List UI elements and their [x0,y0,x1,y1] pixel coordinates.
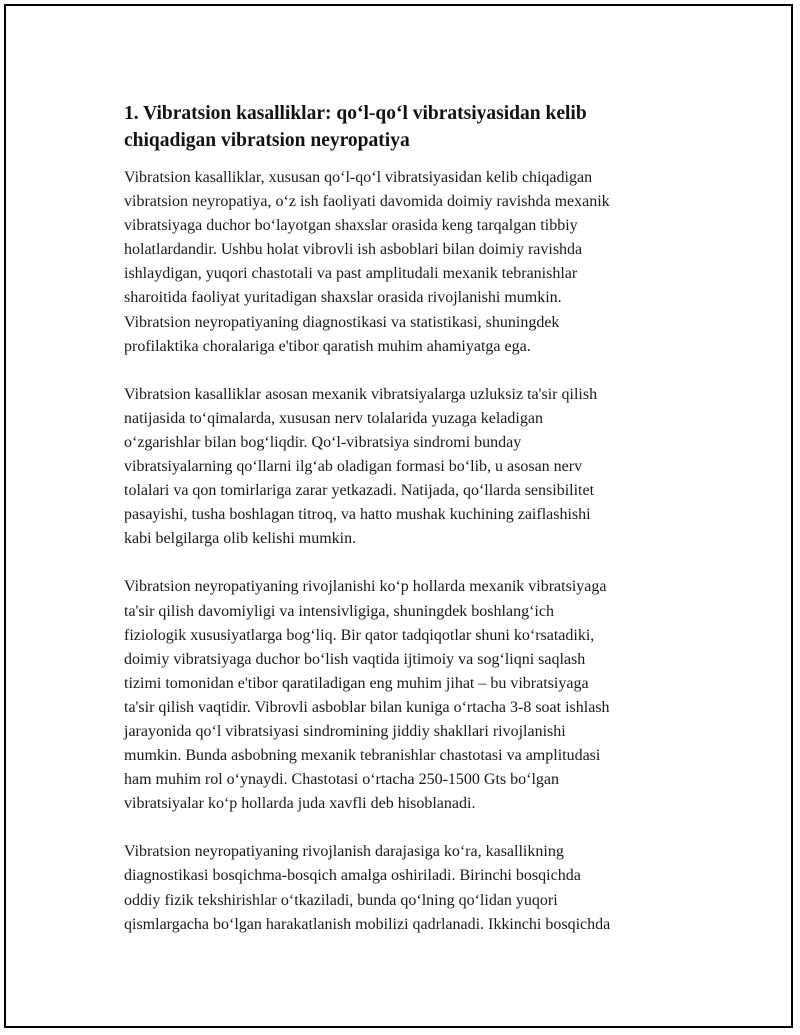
text-line: tolalari va qon tomirlariga zarar yetkazadi. Natijada, qo‘llarda sensibilitet [124,482,595,500]
text-line: ta'sir qilish vaqtidir. Vibrovli asboblar bilan kuniga o‘rtacha 3-8 soat ishlash [124,698,610,716]
text-line: jarayonida qo‘l vibratsiyasi sindromining jiddiy shakllari rivojlanishi [124,722,566,740]
document-body [124,100,694,961]
text-line: kabi belgilarga olib kelishi mumkin. [124,530,357,548]
page-frame [4,4,793,1028]
text-line: diagnostikasi bosqichma-bosqich amalga oshiriladi. Birinchi bosqichda [124,867,581,885]
text-line: sharoitida faoliyat yuritadigan shaxslar orasida rivojlanishi mumkin. [124,289,562,307]
text-line: oddiy fizik tekshirishlar o‘tkaziladi, bunda qo‘lning qo‘lidan yuqori [124,891,558,909]
text-line: vibratsion neyropatiya, o‘z ish faoliyati davomida doimiy ravishda mexanik [124,193,610,211]
paragraph-3 [124,575,694,816]
text-line: natijasida to‘qimalarda, xususan nerv tolalarida yuzaga keladigan [124,409,543,427]
text-line: tizimi tomonidan e'tibor qaratiladigan eng muhim jihat – bu vibratsiyaga [124,674,589,692]
paragraph-4 [124,840,694,936]
text-line: vibratsiyalar ko‘p hollarda juda xavfli deb hisoblanadi. [124,795,476,813]
text-line: ham muhim rol o‘ynaydi. Chastotasi o‘rtacha 250-1500 Gts bo‘lgan [124,771,560,789]
text-line: doimiy vibratsiyaga duchor bo‘lish vaqtida ijtimoiy va sog‘liqni saqlash [124,650,586,668]
text-line: Vibratsion neyropatiyaning rivojlanish darajasiga ko‘ra, kasallikning [124,843,564,861]
text-line: profilaktika choralariga e'tibor qaratish muhim ahamiyatga ega. [124,337,531,355]
title-line: 1. Vibratsion kasalliklar: qo‘l-qo‘l vibratsiyasidan kelib [124,103,587,124]
text-line: Vibratsion kasalliklar, xususan qo‘l-qo‘l vibratsiyasidan kelib chiqadigan [124,169,593,186]
paragraph-1 [124,166,694,359]
text-line: ishlaydigan, yuqori chastotali va past amplitudali mexanik tebranishlar [124,265,578,283]
text-line: fiziologik xususiyatlarga bog‘liq. Bir qator tadqiqotlar shuni ko‘rsatadiki, [124,626,595,644]
text-line: qismlargacha bo‘lgan harakatlanish mobilizi qadrlanadi. Ikkinchi bosqichda [124,915,611,933]
text-line: holatlardandir. Ushbu holat vibrovli ish asboblari bilan doimiy ravishda [124,241,583,259]
text-line: Vibratsion neyropatiyaning diagnostikasi va statistikasi, shuningdek [124,313,560,331]
text-line: mumkin. Bunda asbobning mexanik tebranishlar chastotasi va amplitudasi [124,747,601,765]
text-line: ta'sir qilish davomiyligi va intensivligiga, shuningdek boshlang‘ich [124,602,554,620]
text-line: pasayishi, tusha boshlagan titroq, va hatto mushak kuchining zaiflashishi [124,506,591,524]
text-line: Vibratsion neyropatiyaning rivojlanishi ko‘p hollarda mexanik vibratsiyaga [124,578,607,596]
text-line: o‘zgarishlar bilan bog‘liqdir. Qo‘l-vibratsiya sindromi bunday [124,433,522,451]
text-line: Vibratsion kasalliklar asosan mexanik vibratsiyalarga uzluksiz ta'sir qilish [124,385,598,403]
title-line: chiqadigan vibratsion neyropatiya [124,130,410,151]
text-line: vibratsiyalarning qo‘llarni ilg‘ab oladigan formasi bo‘lib, u asosan nerv [124,458,583,476]
document-title [124,100,694,154]
text-line: vibratsiyaga duchor bo‘layotgan shaxslar orasida keng tarqalgan tibbiy [124,217,578,235]
paragraph-2 [124,383,694,552]
